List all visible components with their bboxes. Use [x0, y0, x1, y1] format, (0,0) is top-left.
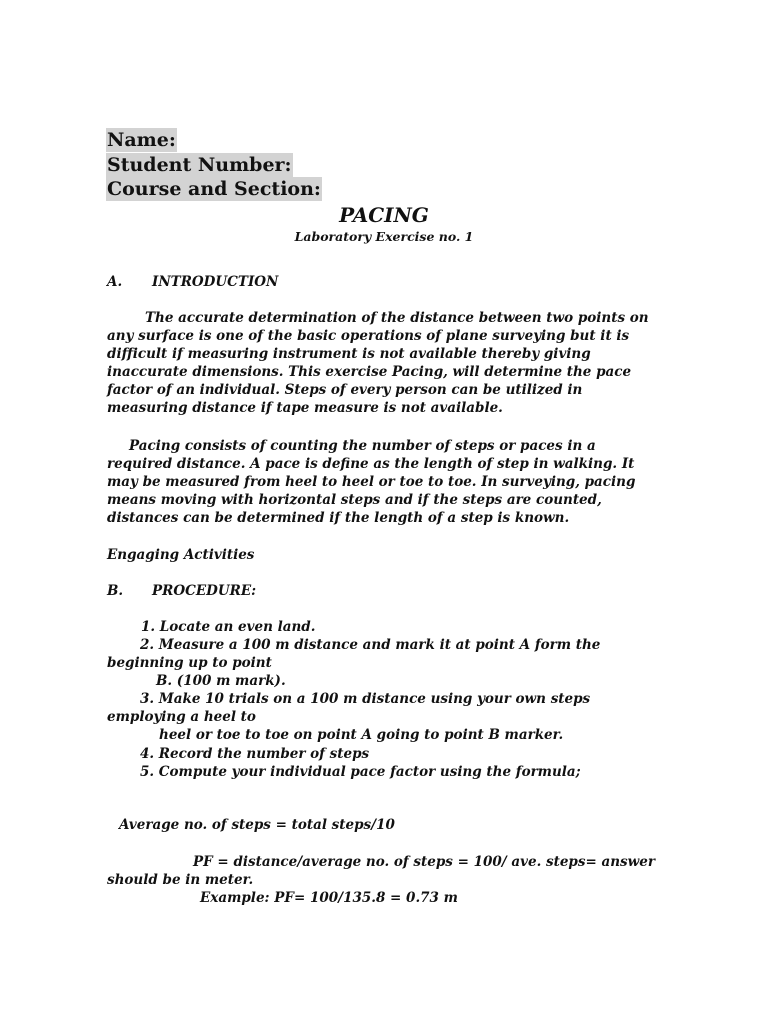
introduction-paragraph-2: Pacing consists of counting the number of steps or paces in a required distance. A pace is define as the length of step in walking. It may be measured from heel to heel or toe to toe. In surveying, pacing means moving with horizontal steps and if the steps are counted, distances can be determined if the length of a step is known.: [107, 438, 636, 526]
procedure-step-continuation: heel or toe to toe on point A going to point B marker.: [159, 727, 564, 743]
name-field-label: Name:: [107, 129, 176, 151]
course-section-field-label: Course and Section:: [107, 178, 321, 200]
procedure-step: 5. Compute your individual pace factor using the formula;: [140, 764, 581, 780]
page-subtitle: Laboratory Exercise no. 1: [294, 229, 474, 244]
page-title: PACING: [339, 203, 429, 227]
average-steps-formula: Average no. of steps = total steps/10: [119, 817, 395, 833]
student-number-field-label: Student Number:: [107, 154, 292, 176]
procedure-step-continuation: B. (100 m mark).: [156, 673, 286, 689]
procedure-step: 4. Record the number of steps: [140, 746, 370, 762]
pace-factor-example: Example: PF= 100/135.8 = 0.73 m: [200, 890, 458, 906]
section-b-letter: B.: [107, 583, 124, 599]
introduction-paragraph-1: The accurate determination of the distance between two points on any surface is one of the basic operations of plane surveying but it is difficult if measuring instrument is not available thereby giving inaccurate dimensions. This exercise Pacing, will determine the pace factor of an individual. Steps of every person can be utilized in measuring distance if tape measure is not available.: [107, 310, 649, 416]
section-a-letter: A.: [107, 274, 123, 290]
section-a-heading: INTRODUCTION: [152, 274, 279, 290]
engaging-activities-label: Engaging Activities: [107, 547, 255, 563]
section-b-heading: PROCEDURE:: [152, 583, 257, 599]
procedure-step: 3. Make 10 trials on a 100 m distance using your own steps employing a heel to: [107, 691, 591, 725]
procedure-step: 2. Measure a 100 m distance and mark it at point A form the beginning up to point: [107, 637, 601, 671]
pace-factor-formula: PF = distance/average no. of steps = 100/ ave. steps= answer should be in meter.: [107, 854, 655, 888]
procedure-step: 1. Locate an even land.: [141, 619, 316, 635]
